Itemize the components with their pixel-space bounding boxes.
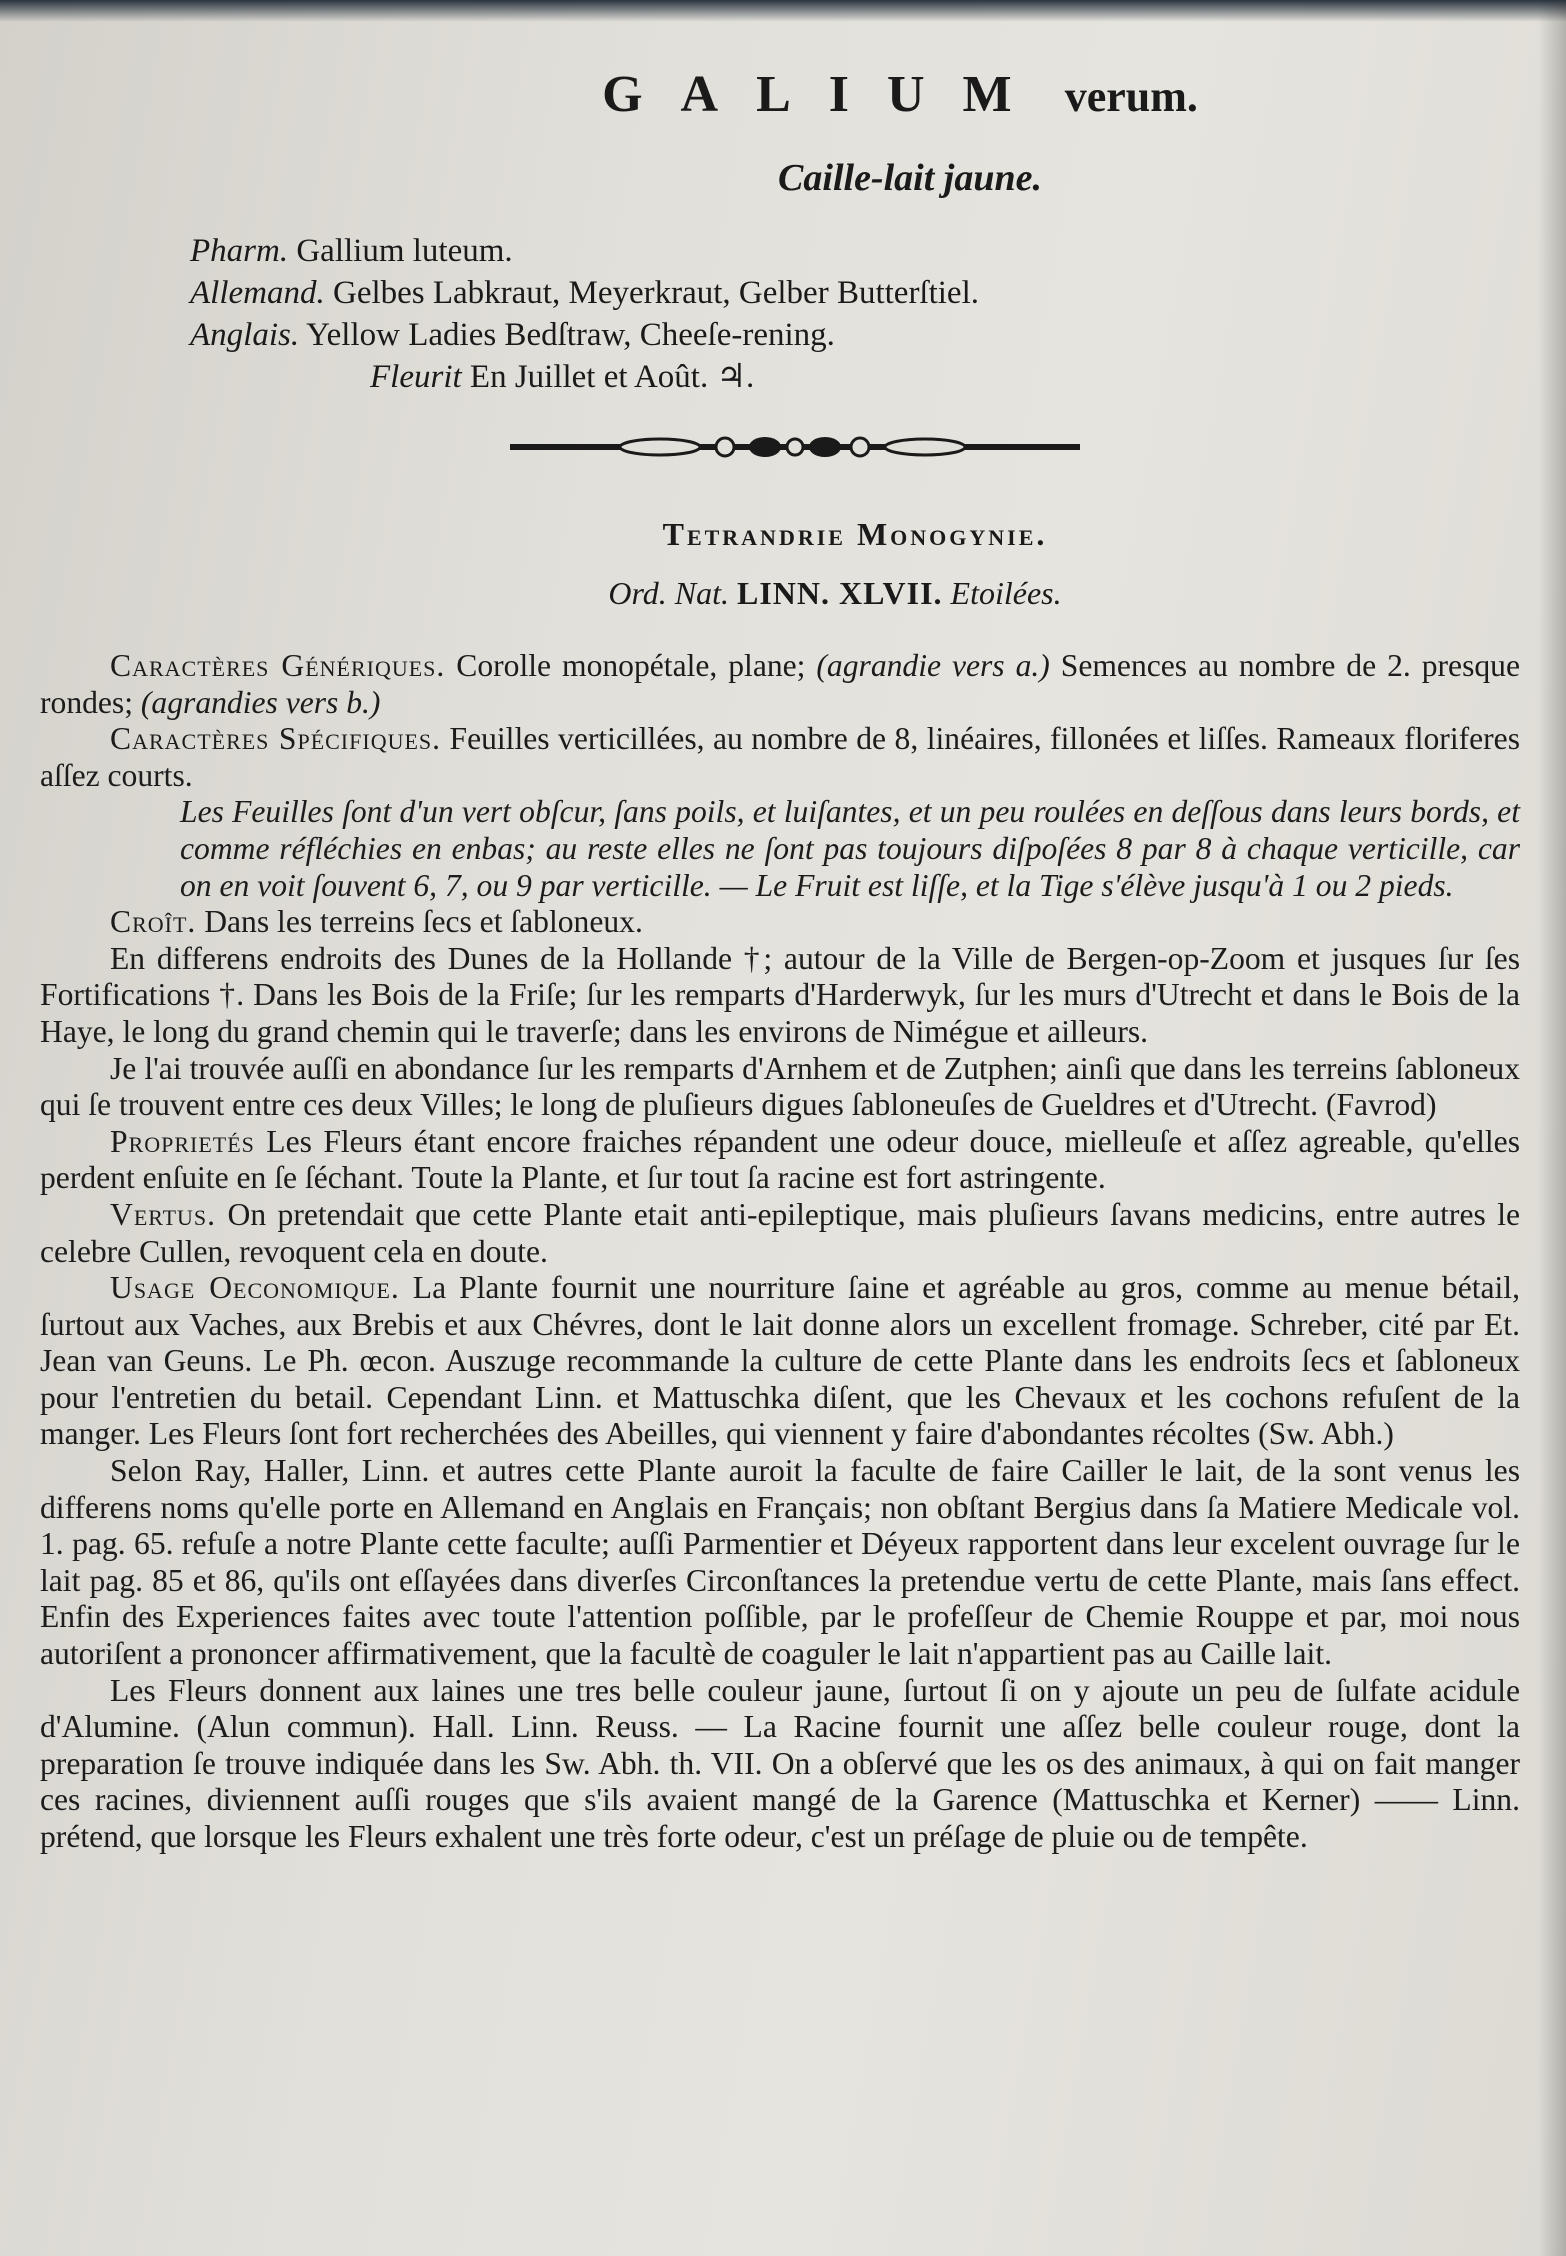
order-linn: LINN. XLVII. — [736, 575, 943, 611]
locations-paragraph-2: Je l'ai trouvée auſſi en abondance ſur les remparts d'Arnhem et de Zutphen; ainſi que dans les terreins ſabloneux qui ſe trouvent entre ces deux Villes; le long de pluſieurs digues ſabloneuſes de Gueldres et d'Utrecht. (Favrod) — [40, 1050, 1520, 1123]
generic-characters — [40, 648, 1520, 721]
virtues — [40, 1197, 1520, 1270]
synonym-text: Gallium luteum. — [296, 233, 513, 269]
synonym-allemand — [190, 272, 1520, 314]
synonym-label: Fleurit — [370, 359, 462, 395]
section-label: Vertus. — [110, 1196, 217, 1232]
section-label: Croît. — [110, 904, 197, 940]
order-prefix: Ord. Nat. — [608, 575, 729, 611]
flowering-time — [370, 356, 1520, 398]
synonym-list — [190, 230, 1520, 398]
synonym-text: Gelbes Labkraut, Meyerkraut, Gelber Butterſtiel. — [332, 275, 979, 311]
page-top-shadow — [0, 0, 1566, 22]
description-note: Les Feuilles ſont d'un vert obſcur, ſans poils, et luiſantes, et un peu roulées en deſſous dans leurs bords, et comme réfléchies en enbas; au reste elles ne ſont pas toujours diſpoſées 8 par 8 à chaque verticille, car on en voit ſouvent 6, 7, ou 9 par verticille. — Le Fruit est liſſe, et la Tige s'élève jusqu'à 1 ou 2 pieds. — [180, 794, 1520, 903]
page-content — [40, 60, 1520, 1856]
section-label: Caractères Génériques. — [110, 648, 446, 683]
synonym-text: En Juillet et Août. ♃. — [469, 359, 755, 395]
section-label: Proprietés — [110, 1123, 255, 1159]
curdling-paragraph: Selon Ray, Haller, Linn. et autres cette Plante auroit la faculte de faire Cailler le lait, de la sont venus les differens noms qu'elle porte en Allemand en Anglais en Français; non obſtant Bergius dans ſa Matiere Medicale vol. 1. pag. 65. refuſe a notre Plante cette faculte; auſſi Parmentier et Déyeux rapportent dans leur excelent ouvrage ſur le lait pag. 85 et 86, qu'ils ont eſſayées dans diverſes Circonſtances la pretendue vertu de cette Plante, mais ſans effect. Enfin des Experiences faites avec toute l'attention poſſible, par le profeſſeur de Chemie Rouppe et par, moi nous autoriſent a prononcer affirmativement, que la facultè de coaguler le lait n'appartient pas au Caille lait. — [40, 1453, 1520, 1672]
synonym-anglais — [190, 314, 1520, 356]
section-text: Les Fleurs étant encore fraiches répandent une odeur douce, mielleuſe et aſſez agreable, qu'elles perdent enſuite en ſe ſéchant. Toute la Plante, et ſur tout ſa racine est fort astringente. — [40, 1123, 1520, 1196]
section-text: La Plante fournit une nourriture ſaine et agréable au gros, comme au menue bétail, ſurtout aux Vaches, aux Brebis et aux Chévres, dont le lait donne alors un excellent fromage. Schreber, cité par Et. Jean van Geuns. Le Ph. œcon. Auszuge recommande la culture de cette Plante dans les endroits ſecs et ſabloneux pour l'entretien du betail. Cependant Linn. et Mattuschka diſent, que les Chevaux et les cochons refuſent de la manger. Les Fleurs ſont fort recherchées des Abeilles, qui viennent y faire d'abondantes récoltes (Sw. Abh.) — [40, 1270, 1520, 1452]
section-label: Caractères Spécifiques. — [110, 721, 442, 757]
synonym-pharm — [190, 230, 1520, 272]
section-text: Corolle monopétale, plane; — [445, 648, 817, 683]
description-body — [40, 648, 1520, 1856]
section-text: Semences au nombre de 2. presque rondes; — [40, 648, 1520, 720]
section-text: Dans les terreins ſecs et ſabloneux. — [196, 904, 643, 940]
properties — [40, 1124, 1520, 1197]
page-edge-shadow — [1538, 0, 1566, 2256]
genus-title: GALIUM — [602, 66, 1050, 123]
linnaean-class: Tetrandrie Monogynie. — [662, 516, 1048, 552]
species-title: verum. — [1064, 72, 1198, 121]
order-family: Etoilées. — [950, 575, 1062, 611]
habitat — [40, 904, 1520, 941]
synonym-label: Pharm. — [190, 233, 289, 269]
synonym-text: Yellow Ladies Bedſtraw, Cheeſe-rening. — [306, 317, 835, 353]
title-line — [40, 60, 1520, 130]
section-text: Feuilles verticillées, au nombre de 8, linéaires, fillonées et liſſes. Rameaux floriferes aſſez courts. — [40, 721, 1520, 793]
natural-order — [150, 575, 1520, 612]
synonym-label: Allemand. — [190, 275, 325, 311]
economic-use — [40, 1270, 1520, 1453]
figure-ref: (agrandies vers b.) — [140, 684, 381, 720]
figure-ref: (agrandie vers a.) — [816, 648, 1050, 683]
synonym-label: Anglais. — [190, 317, 300, 353]
section-text: On pretendait que cette Plante etait anti-epileptique, mais pluſieurs ſavans medicins, entre autres le celebre Cullen, revoquent cela en doute. — [40, 1196, 1520, 1269]
ornament-divider — [510, 432, 1080, 462]
dye-paragraph: Les Fleurs donnent aux laines une tres belle couleur jaune, ſurtout ſi on y ajoute un peu de ſulfate acidule d'Alumine. (Alun commun). Hall. Linn. Reuss. — La Racine fournit une aſſez belle couleur rouge, dont la preparation ſe trouve indiquée dans les Sw. Abh. th. VII. On a obſervé que les os des animaux, à qui on fait manger ces racines, diviennent auſſi rouges que s'ils avaient mangé de la Garence (Mattuschka et Kerner) —— Linn. prétend, que lorsque les Fleurs exhalent une très forte odeur, c'est un préſage de pluie ou de tempête. — [40, 1672, 1520, 1854]
common-name: Caille-lait jaune. — [778, 157, 1042, 199]
section-label: Usage Oeconomique. — [110, 1270, 400, 1306]
specific-characters — [40, 721, 1520, 794]
locations-paragraph: En differens endroits des Dunes de la Hollande †; autour de la Ville de Bergen-op-Zoom et jusques ſur ſes Fortifications †. Dans les Bois de la Friſe; ſur les remparts d'Harderwyk, ſur les murs d'Utrecht et dans le Bois de la Haye, le long du grand chemin qui le traverſe; dans les environs de Nimégue et ailleurs. — [40, 940, 1520, 1049]
